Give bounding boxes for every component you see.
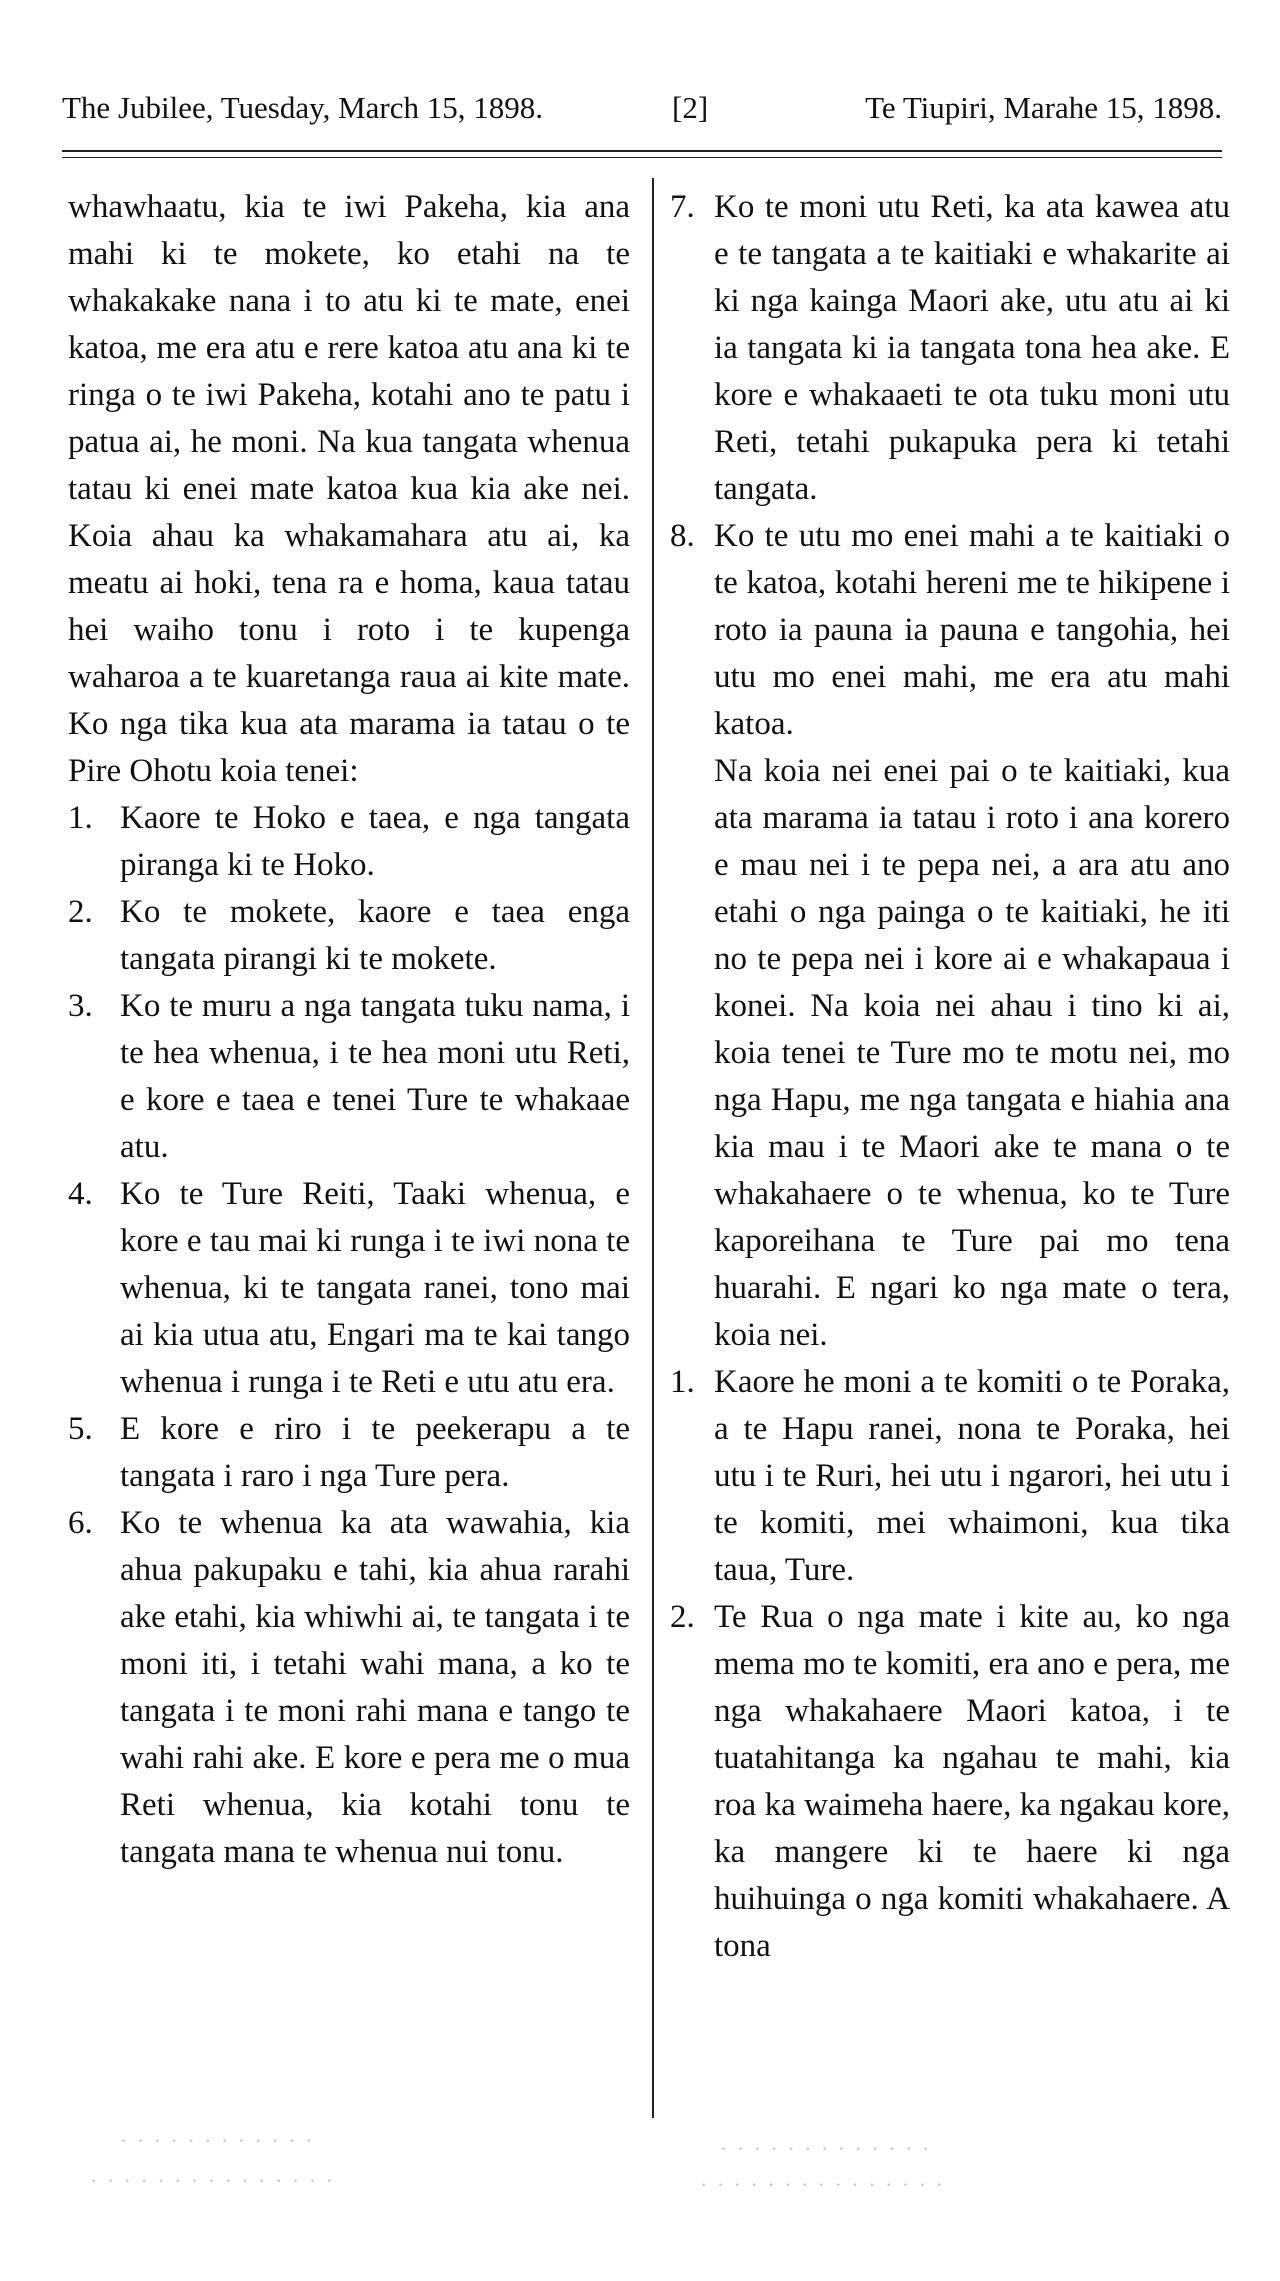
list-item-number: 7. <box>670 189 695 225</box>
list-item <box>670 513 1230 748</box>
list-item-number: 1. <box>670 1364 695 1400</box>
list-item-number: 5. <box>68 1411 93 1447</box>
list-item-text: Te Rua o nga mate i kite au, ko nga mema mo te komiti, era ano e pera, me nga whakahaere Maori katoa, i te tuatahitanga ka ngahau te mahi, kia roa ka waimeha haere, ka ngakau kore, ka mangere ki te haere ki nga huihuinga o nga komiti whakahaere. A tona <box>714 1599 1230 1964</box>
list-item <box>670 1594 1230 1970</box>
header-rule-thin <box>62 157 1222 158</box>
header-rule-thick <box>62 150 1222 152</box>
list-item-number: 6. <box>68 1505 93 1541</box>
list-item-text: Ko te utu mo enei mahi a te kaitiaki o te katoa, kotahi hereni me te hikipene i roto ia pauna ia pauna e tangohia, hei utu mo enei mahi, me era atu mahi katoa. <box>714 518 1230 742</box>
list-item-number: 2. <box>670 1599 695 1635</box>
list-item <box>68 1406 630 1500</box>
column-divider <box>652 178 654 2118</box>
list-item <box>68 889 630 983</box>
list-item-text: Ko te whenua ka ata wawahia, kia ahua pakupaku e tahi, kia ahua rarahi ake etahi, kia whiwhi ai, te tangata i te moni iti, i tetahi wahi mana, a ko te tangata i te moni rahi mana e tango te wahi rahi ake. E kore e pera me o mua Reti whenua, kia kotahi tonu te tangata mana te whenua nui tonu. <box>120 1505 630 1870</box>
left-column <box>68 184 630 1876</box>
list-item <box>68 1171 630 1406</box>
list-item <box>68 795 630 889</box>
header-maori-date: Te Tiupiri, Marahe 15, 1898. <box>865 90 1222 125</box>
list-item <box>68 983 630 1171</box>
bleed-through-smudge: · · · · · · · · · · · · · · · <box>700 2172 945 2197</box>
left-intro-paragraph: whawhaatu, kia te iwi Pakeha, kia ana mahi ki te mokete, ko etahi na te whakakake nana i to atu ki te mate, enei katoa, me era atu e rere katoa atu ana ki te ringa o te iwi Pakeha, kotahi ano te patu i patua ai, he moni. Na kua tangata whenua tatau ki enei mate katoa kua kia ake nei. Koia ahau ka whakamahara atu ai, ka meatu ai hoki, tena ra e homa, kaua tatau hei waiho tonu i roto i te kupenga waharoa a te kuaretanga raua ai kite mate. Ko nga tika kua ata marama ia tatau o te Pire Ohotu koia tenei: <box>68 189 630 789</box>
list-item-number: 1. <box>68 800 93 836</box>
list-item-number: 8. <box>670 518 695 554</box>
list-item-number: 3. <box>68 988 93 1024</box>
list-item-text: Kaore te Hoko e taea, e nga tangata piranga ki te Hoko. <box>120 800 630 883</box>
list-item-text: Ko te Ture Reiti, Taaki whenua, e kore e tau mai ki runga i te iwi nona te whenua, ki te tangata ranei, tono mai ai kia utua atu, Engari ma te kai tango whenua i runga i te Reti e utu atu era. <box>120 1176 630 1400</box>
page-number: [2] <box>672 90 709 125</box>
list-item-text: Ko te moni utu Reti, ka ata kawea atu e te tangata a te kaitiaki e whakarite ai ki nga kainga Maori ake, utu atu ai ki ia tangata ki ia tangata tona hea ake. E kore e whakaaeti te ota tuku moni utu Reti, tetahi pukapuka pera ki tetahi tangata. <box>714 189 1230 507</box>
right-column <box>670 184 1230 1970</box>
bleed-through-smudge: · · · · · · · · · · · · · <box>720 2136 932 2161</box>
list-item-text: Ko te mokete, kaore e taea enga tangata pirangi ki te mokete. <box>120 894 630 977</box>
list-item-text: Kaore he moni a te komiti o te Poraka, a te Hapu ranei, nona te Poraka, hei utu i te Ruri, hei utu i ngarori, hei utu i te komiti, mei whaimoni, kua tika taua, Ture. <box>714 1364 1230 1588</box>
right-body-paragraph: Na koia nei enei pai o te kaitiaki, kua ata marama ia tatau i roto i ana korero e mau nei i te pepa nei, a ara atu ano etahi o nga painga o te kaitiaki, he iti no te pepa nei i kore ai e whakapaua i konei. Na koia nei ahau i tino ki ai, koia tenei te Ture mo te motu nei, mo nga Hapu, me nga tangata e hiahia ana kia mau i te Maori ake te mana o te whakahaere o te whenua, ko te Ture kaporeihana te Ture pai mo tena huarahi. E ngari ko nga mate o tera, koia nei. <box>714 753 1230 1353</box>
list-item <box>670 1359 1230 1594</box>
page-header <box>62 90 1222 136</box>
list-item <box>68 1500 630 1876</box>
bleed-through-smudge: · · · · · · · · · · · · · · · <box>90 2168 335 2193</box>
list-item-number: 4. <box>68 1176 93 1212</box>
bleed-through-smudge: · · · · · · · · · · · · <box>120 2128 315 2153</box>
list-item-text: E kore e riro i te peekerapu a te tangata i raro i nga Ture pera. <box>120 1411 630 1494</box>
header-english-date: The Jubilee, Tuesday, March 15, 1898. <box>62 90 544 125</box>
list-item <box>670 184 1230 513</box>
list-item-text: Ko te muru a nga tangata tuku nama, i te hea whenua, i te hea moni utu Reti, e kore e taea e tenei Ture te whakaae atu. <box>120 988 630 1165</box>
list-item-number: 2. <box>68 894 93 930</box>
